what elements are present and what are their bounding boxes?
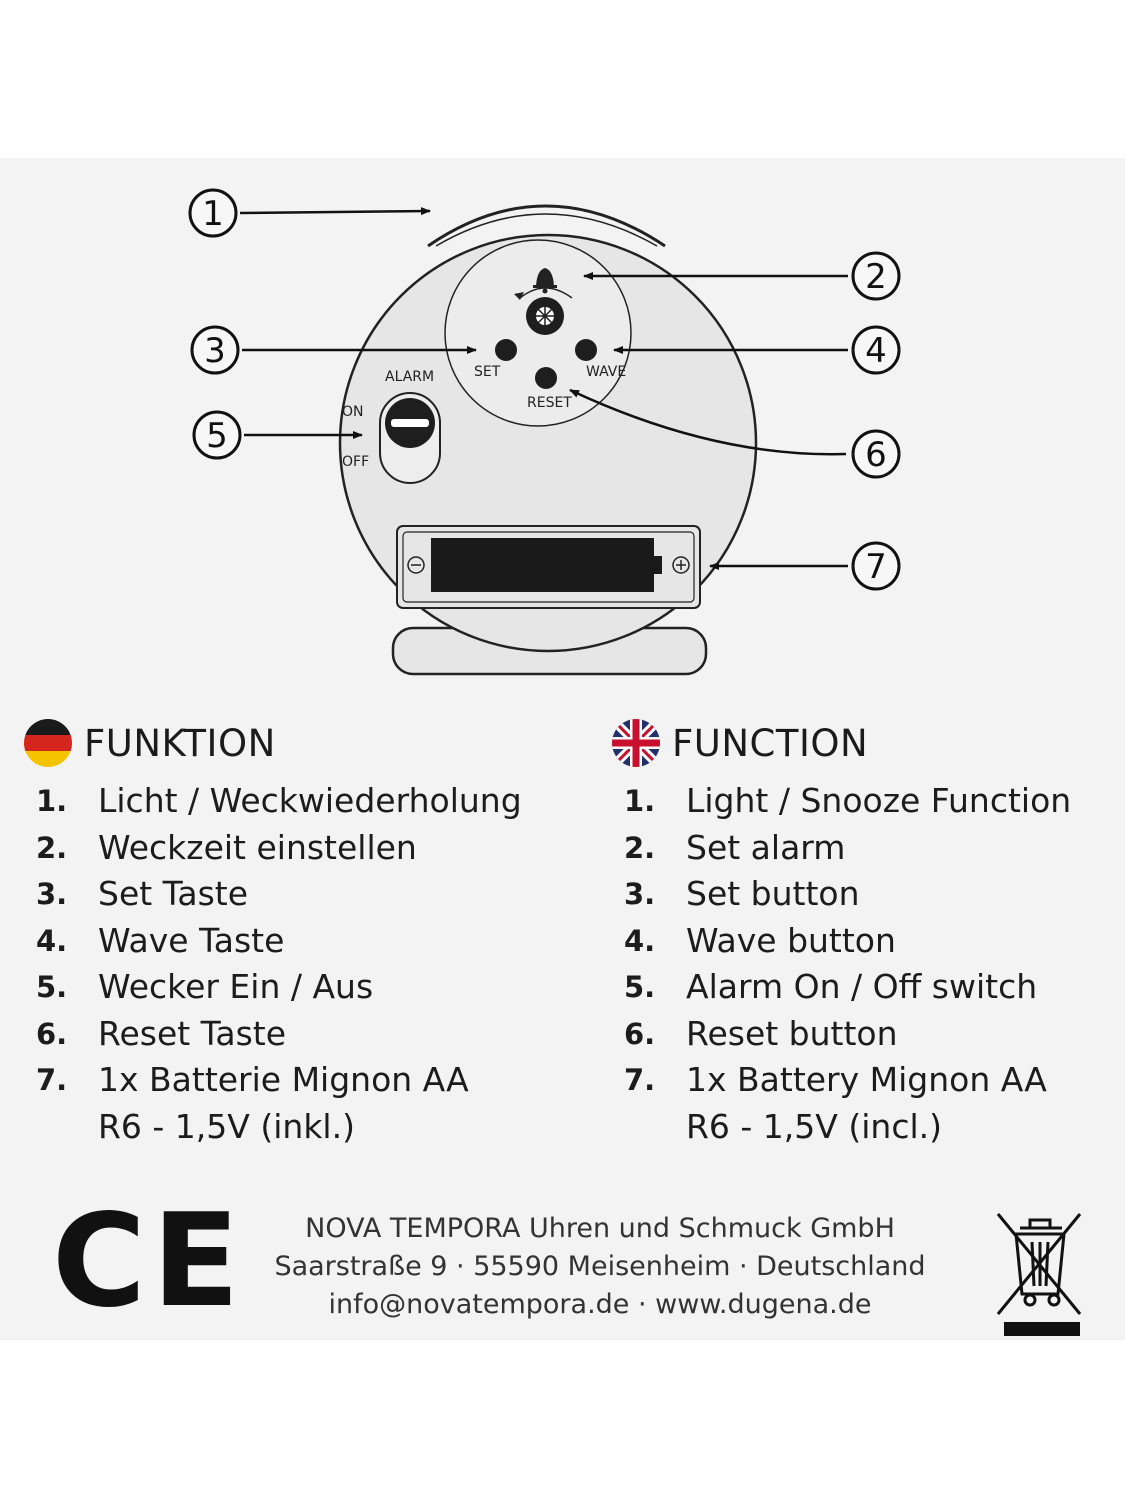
callout-2 [853, 253, 899, 299]
list-item: 3. Set Taste [36, 874, 249, 913]
english-heading-row [612, 718, 1112, 768]
list-item: 7. 1x Battery Mignon AA R6 - 1,5V (incl.) [624, 1060, 1047, 1146]
svg-text:2: 2 [865, 257, 887, 297]
reset-label: RESET [527, 395, 572, 411]
german-heading-row [24, 718, 564, 768]
callout-3 [192, 327, 238, 373]
set-label: SET [474, 364, 501, 380]
alarm-label: ALARM [385, 369, 435, 385]
manual-card [0, 158, 1125, 1340]
svg-text:7: 7 [865, 547, 887, 587]
callout-7 [853, 543, 899, 589]
german-flag-icon [24, 719, 72, 767]
battery-icon [431, 538, 654, 592]
callout-1 [190, 190, 236, 236]
on-label: ON [342, 404, 364, 420]
callout-4 [853, 327, 899, 373]
svg-text:1: 1 [202, 194, 224, 234]
set-alarm-wheel[interactable] [526, 297, 564, 335]
company-name: NOVA TEMPORA Uhren und Schmuck GmbH [305, 1213, 895, 1244]
alarm-switch-knob[interactable] [385, 398, 435, 448]
wave-label: WAVE [586, 364, 627, 380]
uk-flag-icon [612, 719, 660, 767]
company-address: Saarstraße 9 · 55590 Meisenheim · Deutschland [274, 1251, 926, 1282]
clock-back-diagram [0, 158, 1125, 698]
company-footer [250, 1210, 950, 1324]
svg-text:6: 6 [865, 435, 887, 475]
list-item: 6. Reset button [624, 1013, 898, 1053]
set-button[interactable] [495, 339, 517, 361]
reset-button[interactable] [535, 367, 557, 389]
svg-text:5: 5 [206, 416, 228, 456]
list-item: 4. Wave Taste [36, 920, 285, 960]
list-item: 4. Wave button [624, 920, 896, 960]
list-item: 7. 1x Batterie Mignon AA R6 - 1,5V (inkl.) [36, 1060, 469, 1146]
list-item: 1. Licht / Weckwiederholung [36, 781, 522, 820]
svg-text:4: 4 [865, 331, 887, 371]
english-function-list [612, 778, 1112, 1150]
english-section [612, 718, 1112, 1150]
ce-mark-logo: CE [52, 1187, 246, 1336]
english-heading: FUNCTION [672, 721, 869, 765]
list-item: 3. Set button [624, 874, 860, 913]
list-item: 2. Weckzeit einstellen [36, 827, 417, 867]
list-item: 2. Set alarm [624, 827, 846, 867]
company-contact: info@novatempora.de · www.dugena.de [328, 1289, 872, 1320]
list-item: 1. Light / Snooze Function [624, 781, 1072, 820]
off-label: OFF [342, 454, 370, 470]
callout-5 [194, 412, 240, 458]
wave-button[interactable] [575, 339, 597, 361]
german-function-list [24, 778, 564, 1150]
weee-bin-icon [992, 1210, 1087, 1340]
callout-6 [853, 431, 899, 477]
list-item: 6. Reset Taste [36, 1013, 287, 1053]
svg-text:3: 3 [204, 331, 226, 371]
list-item: 5. Wecker Ein / Aus [36, 967, 374, 1006]
german-heading: FUNKTION [84, 721, 276, 765]
german-section [24, 718, 564, 1150]
list-item: 5. Alarm On / Off switch [624, 967, 1038, 1006]
